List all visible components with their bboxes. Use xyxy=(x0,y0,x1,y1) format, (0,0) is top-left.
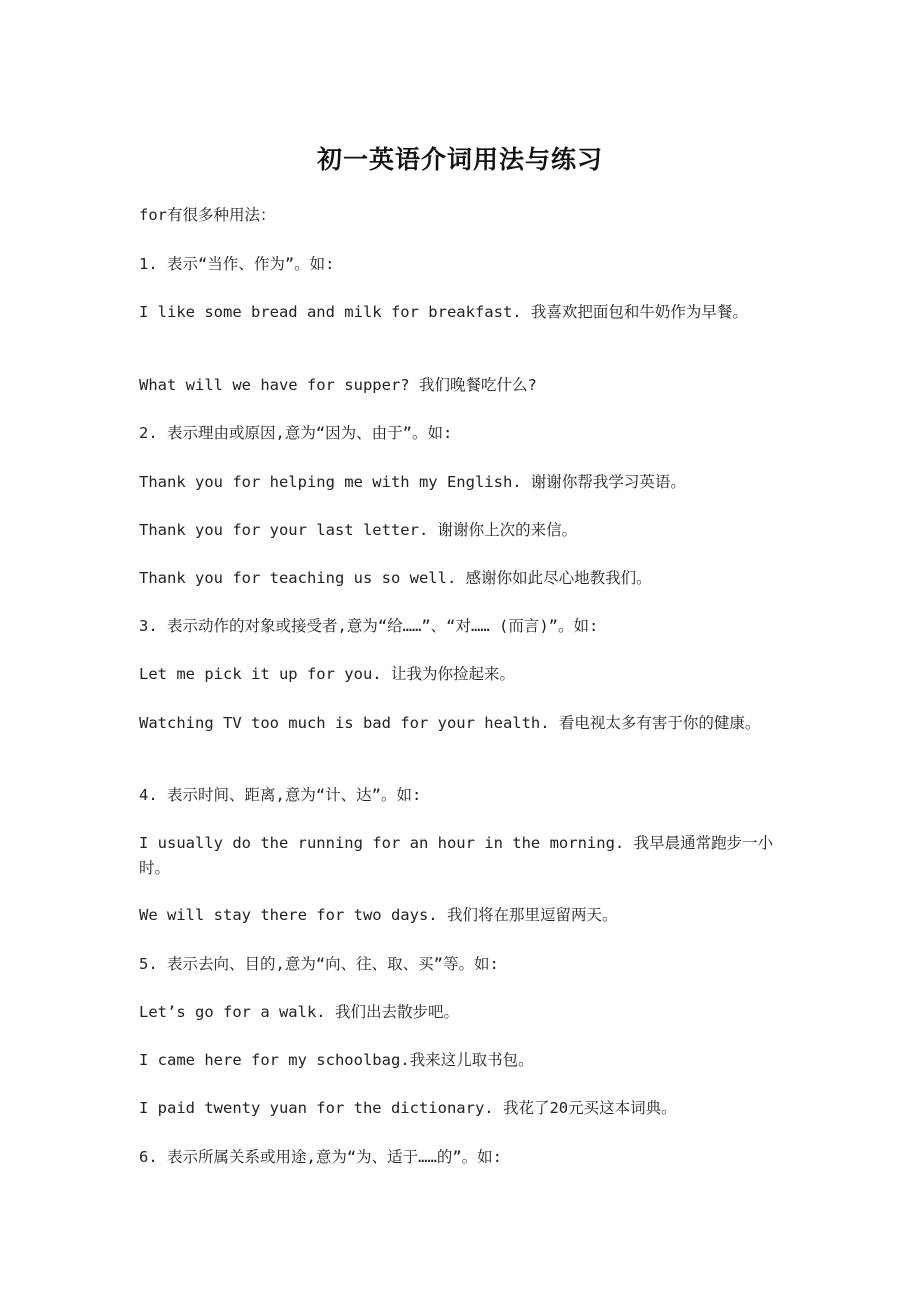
text-line: I usually do the running for an hour in the morning. 我早晨通常跑步一小时。 xyxy=(139,834,774,877)
text-line: We will stay there for two days. 我们将在那里逗留两天。 xyxy=(139,906,618,924)
text-line: 4. 表示时间、距离,意为“计、达”。如: xyxy=(139,786,422,804)
text-line: 2. 表示理由或原因,意为“因为、由于”。如: xyxy=(139,424,453,442)
text-line: Let’s go for a walk. 我们出去散步吧。 xyxy=(139,1003,459,1021)
text-line: Thank you for your last letter. 谢谢你上次的来信。 xyxy=(139,521,578,539)
text-line: 5. 表示去向、目的,意为“向、往、取、买”等。如: xyxy=(139,955,499,973)
text-line: What will we have for supper? 我们晚餐吃什么? xyxy=(139,376,537,394)
text-line: Thank you for helping me with my English. 谢谢你帮我学习英语。 xyxy=(139,473,686,491)
text-line: Let me pick it up for you. 让我为你捡起来。 xyxy=(139,665,515,683)
text-line: 1. 表示“当作、作为”。如: xyxy=(139,255,335,273)
text-line: 3. 表示动作的对象或接受者,意为“给……”、“对…… (而言)”。如: xyxy=(139,617,599,635)
text-line: for有很多种用法： xyxy=(139,206,276,224)
document-title: 初一英语介词用法与练习 xyxy=(316,145,603,174)
text-line: 6. 表示所属关系或用途,意为“为、适于……的”。如: xyxy=(139,1148,502,1166)
text-line: I like some bread and milk for breakfast. 我喜欢把面包和牛奶作为早餐。 xyxy=(139,303,748,321)
text-line: Watching TV too much is bad for your health. 看电视太多有害于你的健康。 xyxy=(139,714,761,732)
text-line: I paid twenty yuan for the dictionary. 我花了20元买这本词典。 xyxy=(139,1099,677,1117)
text-line: I came here for my schoolbag.我来这儿取书包。 xyxy=(139,1051,534,1069)
text-line: Thank you for teaching us so well. 感谢你如此尽心地教我们。 xyxy=(139,569,652,587)
